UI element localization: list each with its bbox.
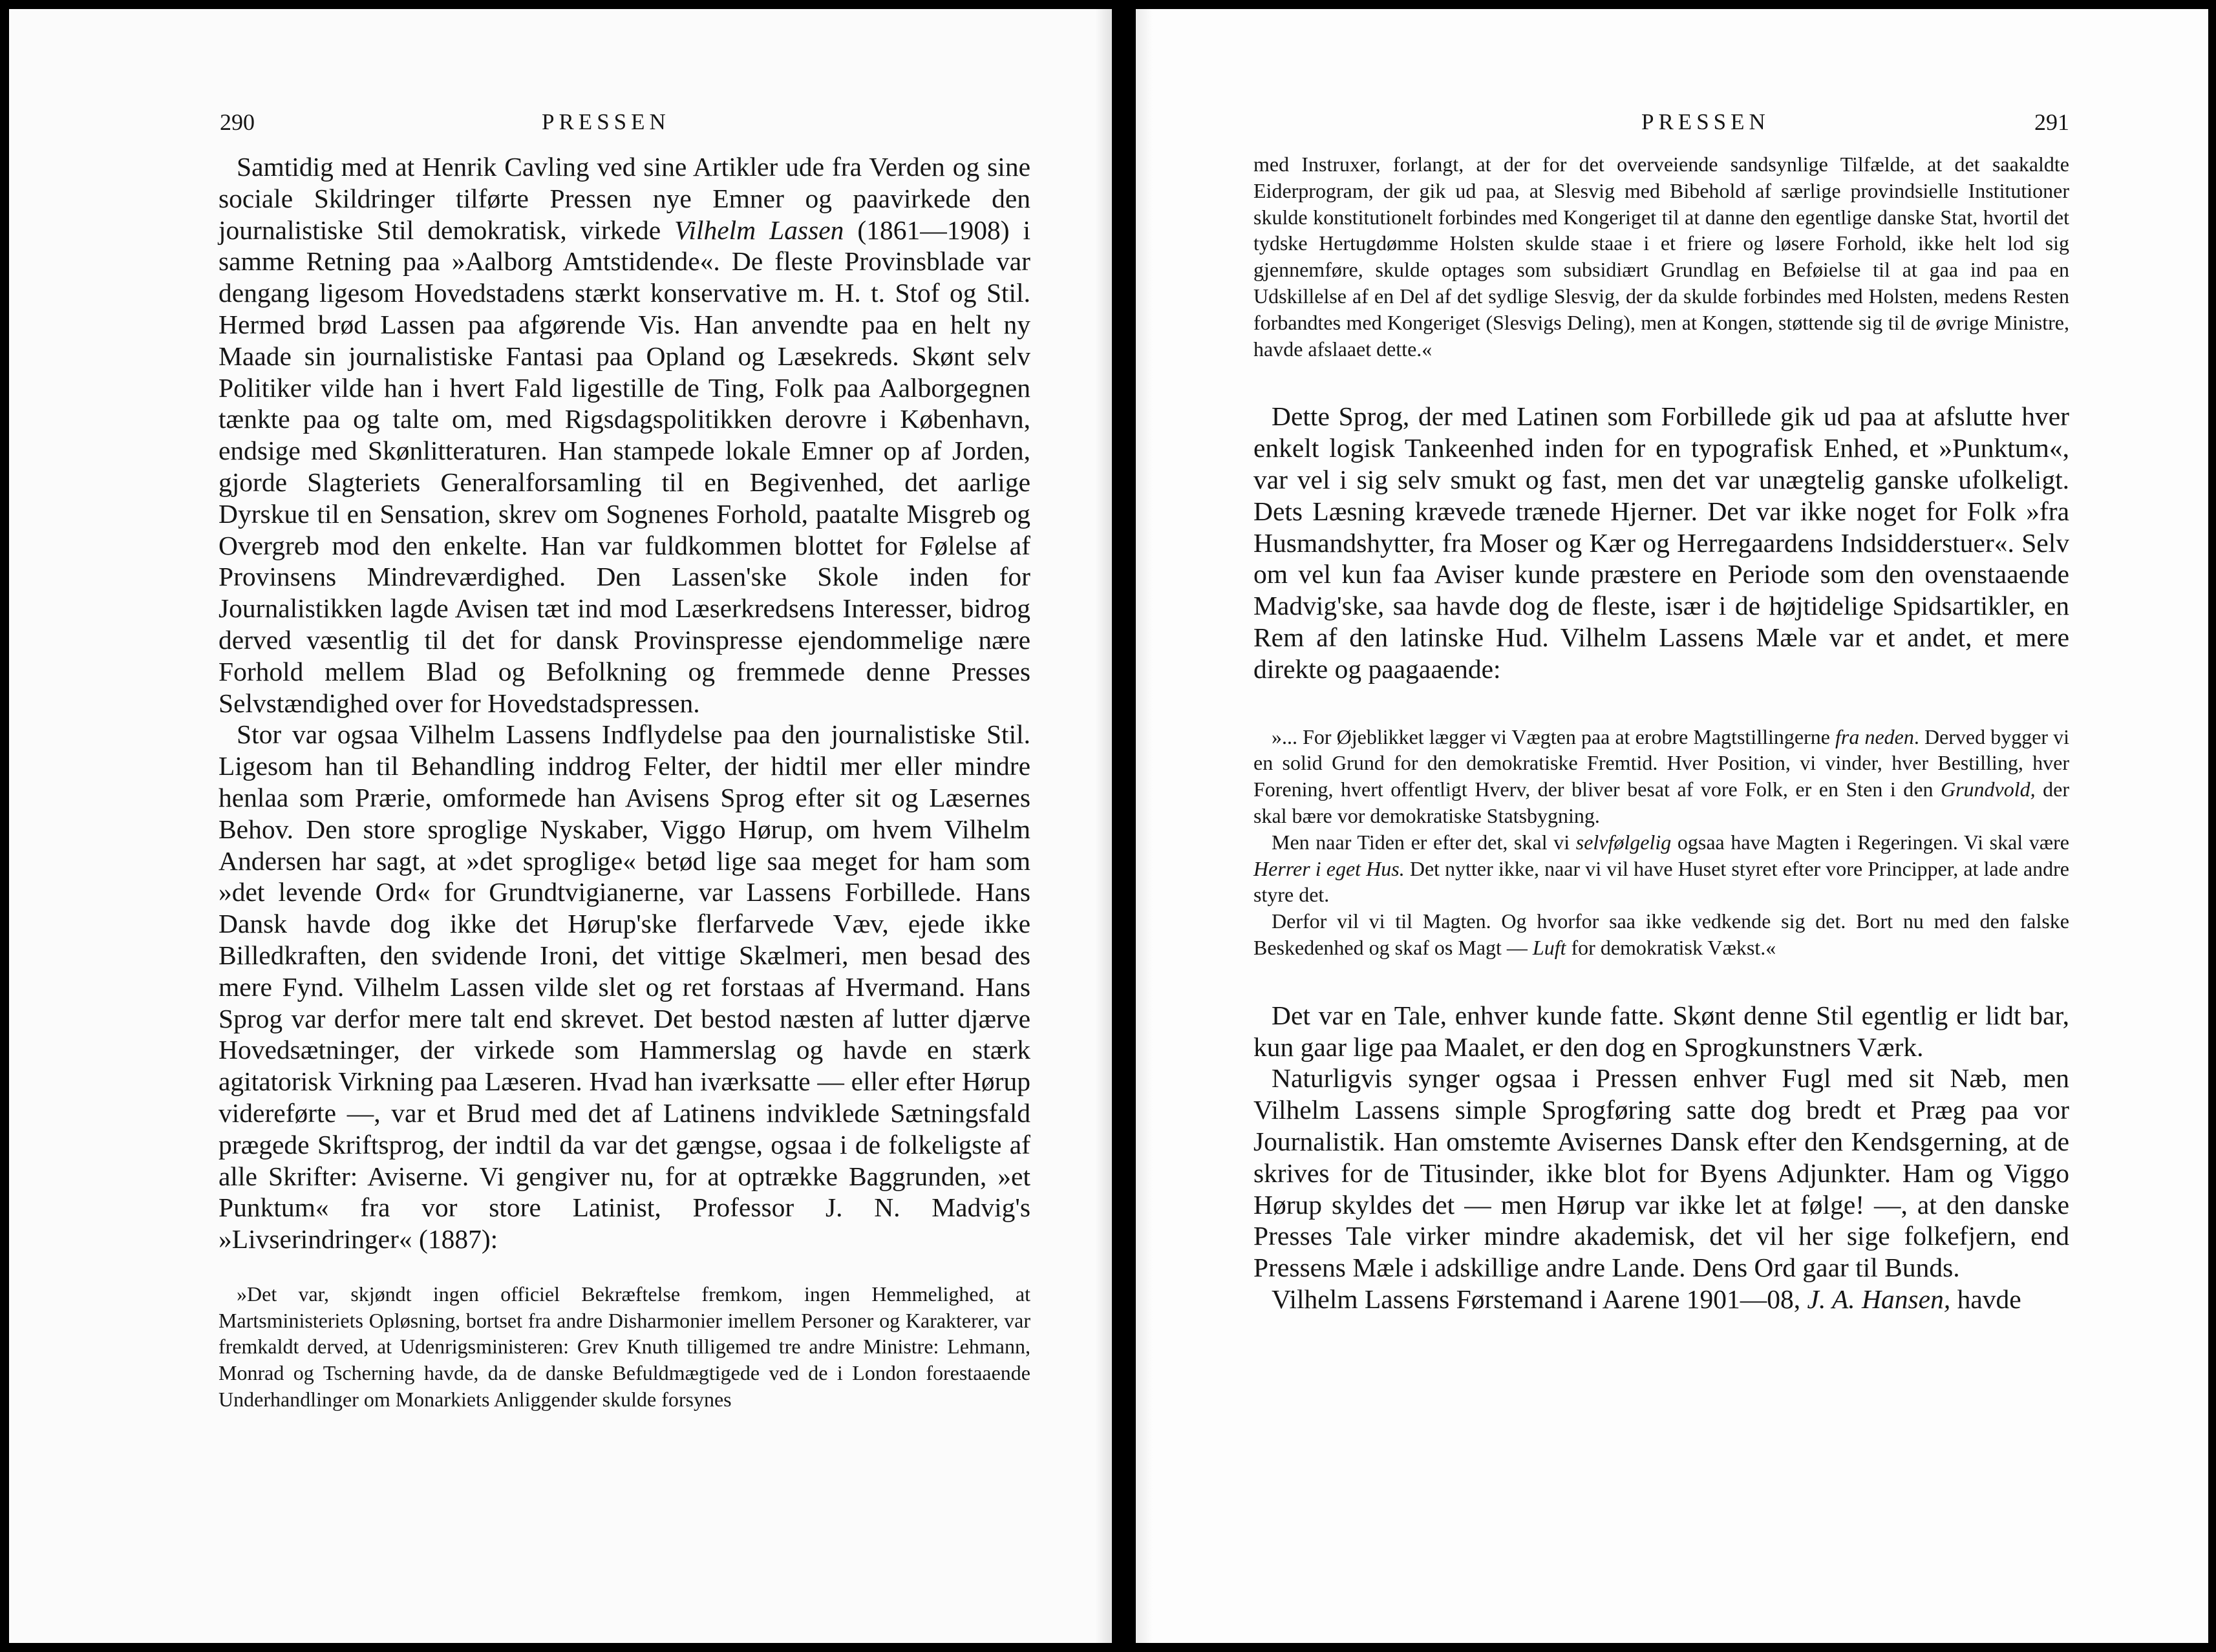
body-paragraph: Vilhelm Lassens Førstemand i Aarene 1901—08, J. A. Hansen, havde [1272,1284,2021,1314]
page-number: 291 [2034,109,2069,135]
running-head: PRESSEN [542,109,670,134]
emphasis: fra neden [1835,725,1914,748]
body-paragraph: Det var en Tale, enhver kunde fatte. Skønt denne Stil egentlig er lidt bar, kun gaar lige paa Maalet, er den dog en Sprogkunstners Værk. [1253,1000,2069,1062]
emphasis: Vilhelm Lassen [674,215,844,245]
block-quote-continued: med Instruxer, forlangt, at der for det overveiende sandsynlige Tilfælde, at det saakaldte Eiderprogram, der gik ud paa, at Slesvig med Bibehold af særlige provindsielle Institutioner skulde konstitutionelt forbindes med Kongeriget til at danne den egentlige danske Stat, hvortil det tydske Hertugdømme Holsten skulde staae i et friere og løsere Forhold, ikke helt lod sig gjennemføre, skulde optages som subsidiært Grundlag en Beføielse til at gaa ind paa en Udskillelse af en Del af det sydlige Slesvig, der da skulde forbindes med Holsten, medens Resten forbandtes med Kongeriget (Slesvigs Deling), men at Kongen, støttende sig til de øvrige Ministre, havde afslaaet dette.« [1253,153,2069,361]
gutter-shadow [1095,9,1112,1643]
block-quote: Derfor vil vi til Magten. Og hvorfor saa ikke vedkende sig det. Bort nu med den falske Beskedenhed og skaf os Magt — Luft for demokratisk Vækst.« [1253,909,2069,959]
block-quote: Men naar Tiden er efter det, skal vi selvfølgelig ogsaa have Magten i Regeringen. Vi skal være Herrer i eget Hus. Det nytter ikke, naar vi vil have Huset styret efter vore Principper, at lade andre styre det. [1253,830,2070,907]
body-paragraph: Stor var ogsaa Vilhelm Lassens Indflydelse paa den journalistiske Stil. Ligesom han til Behandling inddrog Felter, der hidtil mer eller mindre henlaa som Prærie, omformede han Avisens Sprog efter sit og Læsernes Behov. Den store sproglige Nyskaber, Viggo Hørup, om hvem Vilhelm Andersen har sagt, at »det sproglige« betød lige saa meget for ham som »det levende Ord« for Grundtvigianerne, var Lassens Forbillede. Hans Dansk havde dog ikke det Hørup'ske flerfarvede Væv, ejede ikke Billedkraften, den svidende Ironi, det vittige Skælmeri, men besad des mere Fynd. Vilhelm Lassen vilde slet og ret forstaas af Hvermand. Hans Sprog var derfor mere talt end skrevet. Det bestod næsten af lutter djærve Hovedsætninger, der virkede som Hammerslag og havde en stærk agitatorisk Virkning paa Læseren. Hvad han iværksatte — eller efter Hørup videreførte —, var et Brud med det af Latinens indviklede Sætningsfald prægede Skriftsprog, der indtil da var det gængse, ogsaa i de folkeligste af alle Skrifter: Aviserne. Vi gengiver nu, for at optrække Baggrunden, »et Punktum« fra vor store Latinist, Professor J. N. Madvig's »Livserindringer« (1887): [218,719,1030,1255]
page-header [1253,106,2069,138]
emphasis: Herrer i eget Hus. [1253,856,1405,880]
body-paragraph: Samtidig med at Henrik Cavling ved sine Artikler ude fra Verden og sine sociale Skildringer tilførte Pressen nye Emner og paavirkede den journalistiske Stil demokratisk, virkede Vilhelm Lassen (1861—1908) i samme Retning paa »Aalborg Amtstidende«. De fleste Provinsblade var dengang ligesom Hovedstadens stærkt konservative m. H. t. Stof og Stil. Hermed brød Lassen paa afgørende Vis. Han anvendte paa en helt ny Maade sin journalistiske Fantasi paa Opland og Læsekreds. Skønt selv Politiker vilde han i hvert Fald ligestille de Ting, Folk paa Aalborgegnen tænkte paa og talte om, med Rigsdagspolitikken derovre i København, endsige med Skønlitteraturen. Han stampede lokale Emner op af Jorden, gjorde Slagteriets Generalforsamling til en Begivenhed, det aarlige Dyrskue til en Sensation, skrev om Sognenes Forhold, paatalte Misgreb og Overgreb mod den enkelte. Han var fuldkommen blottet for Følelse af Provinsens Mindreværdighed. Den Lassen'ske Skole inden for Journalistikken lagde Avisen tæt ind mod Læserkredsens Interesser, bidrog derved væsentlig til det for dansk Provinspresse ejendommelige nære Forhold mellem Blad og Befolkning og fremmede denne Presses Selvstændighed over for Hovedstadspressen. [218,152,1031,718]
gutter-shadow [1136,9,1153,1643]
page-number: 290 [220,109,255,135]
emphasis: selvfølgelig [1575,830,1672,854]
left-page [9,9,1112,1643]
page-header [218,106,1030,138]
emphasis: Grundvold, [1940,778,2036,801]
block-quote: »Det var, skjøndt ingen officiel Bekræftelse fremkom, ingen Hemmelighed, at Martsministeriets Opløsning, bortset fra andre Disharmonier imellem Personer og Karakterer, var fremkaldt derved, at Udenrigsministeren: Grev Knuth tilligemed tre andre Ministre: Lehmann, Monrad og Tscherning havde, da de danske Befuldmægtigede ved de i London forestaaende Underhandlinger om Monarkiets Anliggender skulde forsynes [218,1282,1030,1412]
body-paragraph: Dette Sprog, der med Latinen som Forbillede gik ud paa at afslutte hver enkelt logisk Tankeenhed inden for en typografisk Enhed, et »Punktum«, var vel i sig selv smukt og fast, men det var unægtelig ganske ufolkeligt. Dets Læsning krævede trænede Hjerner. Det var ikke noget for Folk »fra Husmandshytter, fra Moser og Kær og Herregaardens Indsidderstuer«. Selv om vel kun faa Aviser kunde præstere en Periode som den ovenstaaende Madvig'ske, saa havde dog de fleste, især i de højtidelige Spidsartikler, en Rem af den latinske Hud. Vilhelm Lassens Mæle var et andet, et mere direkte og paagaaende: [1253,401,2069,684]
body-paragraph: Naturligvis synger ogsaa i Pressen enhver Fugl med sit Næb, men Vilhelm Lassens simple Sprogføring satte dog bredt et Præg paa vor Journalistik. Han omstemte Avisernes Dansk efter den Kendsgerning, at de skrives for de Titusinder, ikke blot for Byens Adjunkter. Ham og Viggo Hørup skyldes det — men Hørup var ikke let at følge! —, at den danske Presses Tale virker mindre akademisk, det vil her sige folkefjern, end Pressens Mæle i adskillige andre Lande. Dens Ord gaar til Bunds. [1253,1063,2069,1283]
block-quote: »... For Øjeblikket lægger vi Vægten paa at erobre Magtstillingerne fra neden. Derved bygger vi en solid Grund for den demokratiske Fremtid. Hver Position, vi vinder, hver Bestilling, hver Forening, hvert offentligt Hverv, der bliver besat af vore Folk, er en Sten i den Grundvold, der skal bære vor demokratiske Statsbygning. [1253,725,2070,827]
emphasis: J. A. Hansen, [1807,1284,1951,1314]
right-page [1136,9,2208,1643]
running-head: PRESSEN [1641,109,1770,134]
emphasis: Luft [1532,935,1566,959]
